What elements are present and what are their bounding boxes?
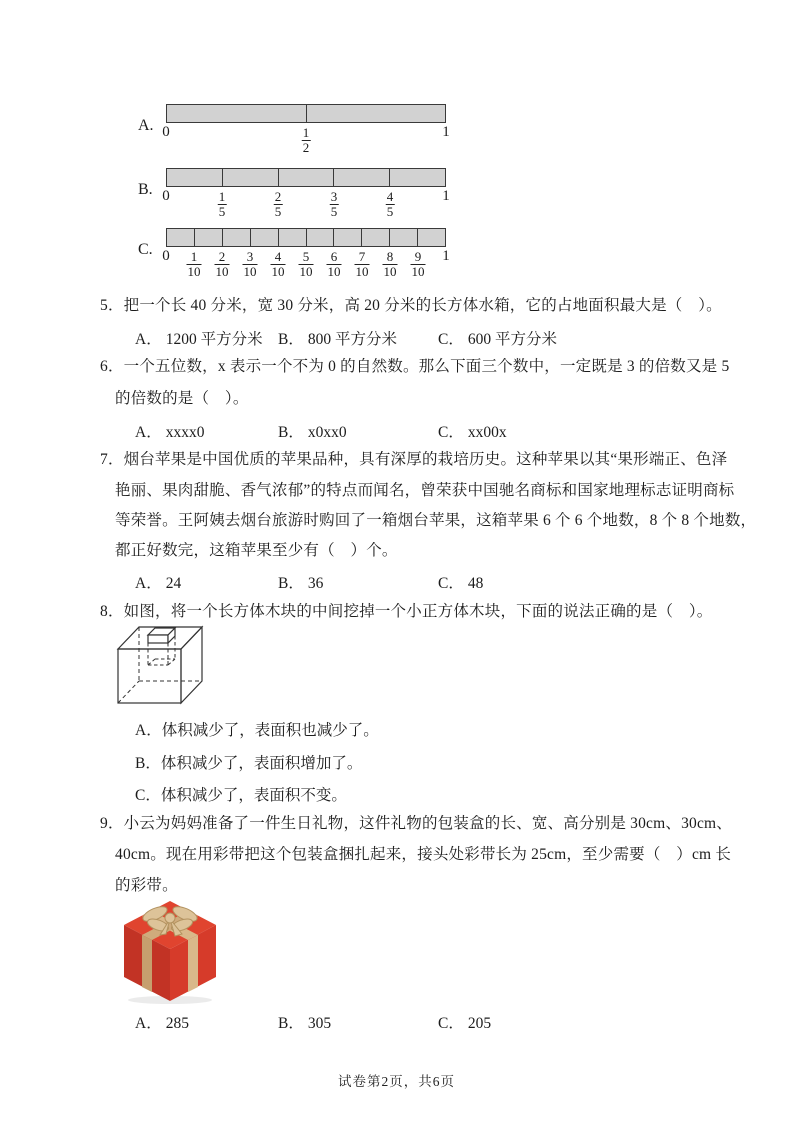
option-text: 800 平方分米: [307, 331, 397, 348]
question-9-text: 40cm。现在用彩带把这个包装盒捆扎起来，接头处彩带长为 25cm，至少需要（ ）cm 长: [115, 846, 732, 863]
tick-fraction: $\frac{6}{10}$: [327, 249, 341, 280]
tick-label: 0: [162, 124, 170, 140]
tick-fraction: $\frac{3}{5}$: [330, 189, 338, 220]
option-a: [135, 571, 181, 593]
option-c: [438, 327, 557, 349]
option-c: [135, 783, 347, 805]
tick-fraction: $\frac{1}{5}$: [218, 189, 226, 220]
question-6-text: 6．一个五位数，x 表示一个不为 0 的自然数。那么下面三个数中，一定既是 3 的倍数又是 5: [100, 358, 730, 375]
tick-fraction: $\frac{1}{2}$: [302, 125, 310, 156]
option-label: B．: [278, 1015, 304, 1032]
tick-fraction: $\frac{8}{10}$: [383, 249, 397, 280]
option-label: B．: [135, 755, 161, 772]
fraction-bar-b: [138, 168, 470, 228]
tick-fraction: $\frac{2}{5}$: [274, 189, 282, 220]
option-text: 205: [467, 1015, 492, 1032]
tick-fraction: $\frac{4}{10}$: [271, 249, 285, 280]
option-label: C．: [438, 331, 464, 348]
option-label: A．: [135, 1015, 162, 1032]
option-b: [278, 327, 397, 349]
question-7-text: 7．烟台苹果是中国优质的苹果品种，具有深厚的栽培历史。这种苹果以其“果形端正、色泽: [100, 451, 728, 468]
question-5-text: 5．把一个长 40 分米，宽 30 分米，高 20 分米的长方体水箱，它的占地面积最大是（ ）。: [100, 297, 722, 314]
option-b: [278, 571, 323, 593]
option-text: 体积减少了，表面积不变。: [160, 787, 347, 804]
tick-label: 1: [442, 124, 450, 140]
segmented-strip: [166, 228, 446, 247]
fraction-bar-c: [138, 228, 470, 288]
option-label: C．: [438, 1015, 464, 1032]
option-text: 600 平方分米: [467, 331, 557, 348]
option-c: [438, 1011, 491, 1033]
bar-label: B.: [138, 181, 153, 198]
option-text: 24: [165, 575, 182, 592]
segmented-strip: [166, 168, 446, 187]
bar-label: C.: [138, 241, 153, 258]
option-text: 1200 平方分米: [165, 331, 263, 348]
tick-label: 1: [442, 248, 450, 264]
option-text: 体积减少了，表面积也减少了。: [161, 722, 379, 739]
tick-label: 0: [162, 188, 170, 204]
tick-fraction: $\frac{4}{5}$: [386, 189, 394, 220]
option-label: C．: [438, 424, 464, 441]
option-label: A．: [135, 575, 162, 592]
question-7-text: 都正好数完，这箱苹果至少有（ ）个。: [115, 542, 398, 559]
option-label: C．: [135, 787, 161, 804]
option-label: A．: [135, 331, 162, 348]
tick-fraction: $\frac{3}{10}$: [243, 249, 257, 280]
page-footer: 试卷第2页，共6页: [338, 1074, 455, 1089]
option-label: C．: [438, 575, 464, 592]
question-7-text: 等荣誉。王阿姨去烟台旅游时购回了一箱烟台苹果，这箱苹果 6 个 6 个地数，8 个 8 个地数，: [115, 512, 757, 529]
question-9-text: 的彩带。: [115, 877, 178, 894]
option-b: [135, 751, 362, 773]
tick-fraction: $\frac{1}{10}$: [187, 249, 201, 280]
cuboid-cutout-diagram: [111, 623, 207, 709]
option-label: A．: [135, 722, 162, 739]
question-8-text: 8．如图，将一个长方体木块的中间挖掉一个小正方体木块，下面的说法正确的是（ ）。: [100, 603, 713, 620]
option-b: [278, 1011, 331, 1033]
option-b: [278, 420, 347, 442]
tick-fraction: $\frac{9}{10}$: [411, 249, 425, 280]
option-a: [135, 327, 263, 349]
option-label: B．: [278, 424, 304, 441]
option-text: 305: [307, 1015, 332, 1032]
option-text: xxxx0: [165, 424, 205, 441]
option-text: xx00x: [467, 424, 507, 441]
option-a: [135, 420, 204, 442]
tick-label: 1: [442, 188, 450, 204]
option-text: 体积减少了，表面积增加了。: [160, 755, 363, 772]
option-text: 48: [467, 575, 484, 592]
tick-fraction: $\frac{7}{10}$: [355, 249, 369, 280]
question-9-text: 9．小云为妈妈准备了一件生日礼物，这件礼物的包装盒的长、宽、高分别是 30cm、30cm、: [100, 815, 732, 832]
bar-label: A.: [138, 117, 154, 134]
option-text: 285: [165, 1015, 189, 1032]
tick-fraction: $\frac{5}{10}$: [299, 249, 313, 280]
option-a: [135, 1011, 189, 1033]
option-c: [438, 571, 483, 593]
segmented-strip: [166, 104, 446, 123]
tick-fraction: $\frac{2}{10}$: [215, 249, 229, 280]
option-label: B．: [278, 575, 304, 592]
question-6-text: 的倍数的是（ ）。: [115, 390, 249, 407]
option-text: x0xx0: [307, 424, 347, 441]
option-c: [438, 420, 507, 442]
option-a: [135, 718, 379, 740]
option-label: B．: [278, 331, 304, 348]
tick-label: 0: [162, 248, 170, 264]
option-text: 36: [307, 575, 324, 592]
fraction-bar-a: [138, 104, 470, 164]
question-7-text: 艳丽、果肉甜脆、香气浓郁”的特点而闻名，曾荣获中国驰名商标和国家地理标志证明商标: [115, 482, 735, 499]
gift-box-illustration: [112, 897, 228, 1005]
option-label: A．: [135, 424, 162, 441]
